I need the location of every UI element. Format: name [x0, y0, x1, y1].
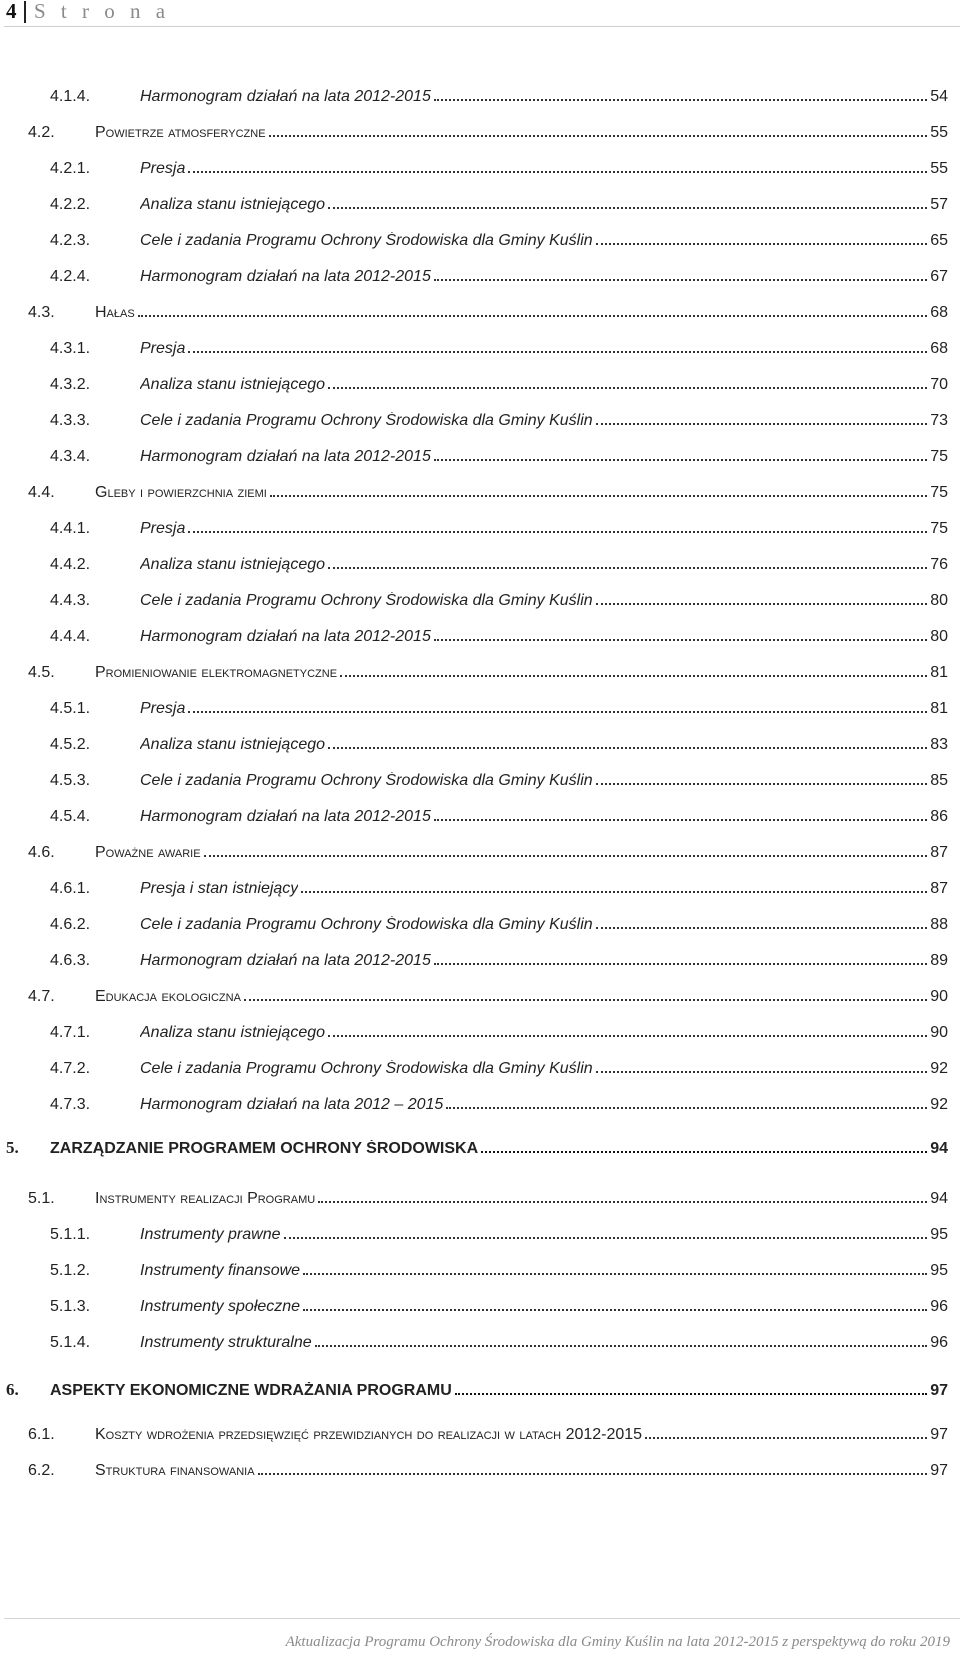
- toc-entry-number: 4.2.1.: [50, 160, 91, 177]
- toc-dot-leader: [446, 1104, 927, 1109]
- toc-entry[interactable]: [50, 942, 948, 970]
- toc-dot-leader: [188, 168, 927, 173]
- toc-entry-title: Cele i zadania Programu Ochrony Środowiska dla Gminy Kuślin: [140, 916, 593, 933]
- toc-entry-page: 80: [930, 628, 948, 645]
- toc-entry-title: Analiza stanu istniejącego: [140, 736, 326, 753]
- toc-entry[interactable]: [50, 510, 948, 538]
- toc-entry-number: 5.1.2.: [50, 1262, 91, 1279]
- toc-entry-page: 86: [930, 808, 948, 825]
- toc-entry[interactable]: [50, 798, 948, 826]
- toc-entry-title: Presja: [140, 160, 186, 177]
- toc-entry-page: 88: [930, 916, 948, 933]
- toc-entry[interactable]: [50, 78, 948, 106]
- toc-entry-page: 92: [930, 1096, 948, 1113]
- toc-entry-title: Koszty wdrożenia przedsięwzięć przewidzianych do realizacji w latach 2012-2015: [95, 1426, 643, 1443]
- toc-dot-leader: [269, 132, 928, 137]
- toc-entry-page: 55: [930, 124, 948, 141]
- toc-entry[interactable]: [28, 114, 948, 142]
- toc-entry-page: 97: [930, 1462, 948, 1479]
- toc-entry-title: Harmonogram działań na lata 2012-2015: [140, 808, 431, 825]
- toc-entry-number: 5.1.: [28, 1190, 55, 1207]
- toc-entry-page: 85: [930, 772, 948, 789]
- toc-entry-number: 4.4.4.: [50, 628, 91, 645]
- toc-entry[interactable]: [28, 1416, 948, 1444]
- toc-entry[interactable]: [50, 438, 948, 466]
- toc-entry-number: 4.7.3.: [50, 1096, 91, 1113]
- toc-entry[interactable]: [50, 222, 948, 250]
- toc-dot-leader: [318, 1198, 927, 1203]
- toc-dot-leader: [596, 240, 928, 245]
- toc-entry-title: Analiza stanu istniejącego: [140, 196, 326, 213]
- toc-dot-leader: [434, 636, 927, 641]
- toc-entry-page: 90: [930, 988, 948, 1005]
- toc-entry-page: 94: [930, 1190, 948, 1207]
- toc-entry-title: Edukacja ekologiczna: [95, 988, 241, 1005]
- toc-entry-page: 80: [930, 592, 948, 609]
- toc-entry-title: Harmonogram działań na lata 2012-2015: [140, 88, 431, 105]
- toc-entry-number: 4.2.3.: [50, 232, 91, 249]
- toc-entry-number: 4.4.1.: [50, 520, 91, 537]
- toc-entry-number: 6.: [6, 1380, 19, 1399]
- toc-entry[interactable]: [50, 330, 948, 358]
- toc-entry-page: 67: [930, 268, 948, 285]
- toc-entry-page: 57: [930, 196, 948, 213]
- toc-entry-number: 4.4.2.: [50, 556, 91, 573]
- toc-entry-number: 4.3.3.: [50, 412, 91, 429]
- toc-dot-leader: [303, 1270, 927, 1275]
- toc-entry-page: 65: [930, 232, 948, 249]
- toc-dot-leader: [188, 348, 927, 353]
- toc-entry-title: Poważne awarie: [95, 844, 201, 861]
- toc-entry-title: Struktura finansowania: [95, 1462, 255, 1479]
- toc-entry[interactable]: [50, 258, 948, 286]
- toc-entry[interactable]: [28, 978, 948, 1006]
- toc-dot-leader: [301, 888, 927, 893]
- toc-entry-page: 89: [930, 952, 948, 969]
- toc-dot-leader: [328, 204, 927, 209]
- toc-entry-page: 95: [930, 1262, 948, 1279]
- toc-entry-title: Harmonogram działań na lata 2012-2015: [140, 952, 431, 969]
- toc-entry-title: Analiza stanu istniejącego: [140, 556, 326, 573]
- page-number: 4: [6, 0, 17, 23]
- toc-entry-number: 4.7.1.: [50, 1024, 91, 1041]
- toc-entry[interactable]: [6, 1372, 948, 1400]
- toc-entry-title: Harmonogram działań na lata 2012-2015: [140, 448, 431, 465]
- toc-entry[interactable]: [50, 906, 948, 934]
- toc-entry[interactable]: [50, 150, 948, 178]
- toc-entry-title: Analiza stanu istniejącego: [140, 376, 326, 393]
- toc-entry-number: 4.3.4.: [50, 448, 91, 465]
- toc-entry-number: 4.6.: [28, 844, 55, 861]
- toc-dot-leader: [244, 996, 927, 1001]
- toc-entry-page: 94: [930, 1140, 948, 1157]
- toc-entry-title: Instrumenty realizacji Programu: [95, 1190, 316, 1207]
- toc-entry[interactable]: [28, 1452, 948, 1480]
- toc-dot-leader: [434, 96, 927, 101]
- toc-entry-title: Instrumenty finansowe: [140, 1262, 301, 1279]
- toc-entry-title: Harmonogram działań na lata 2012-2015: [140, 268, 431, 285]
- toc-entry-title: Instrumenty strukturalne: [140, 1334, 312, 1351]
- toc-dot-leader: [258, 1470, 928, 1475]
- toc-entry-title: Cele i zadania Programu Ochrony Środowiska dla Gminy Kuślin: [140, 1060, 593, 1077]
- toc-entry[interactable]: [6, 1130, 948, 1158]
- toc-entry-title: ASPEKTY EKONOMICZNE WDRAŻANIA PROGRAMU: [50, 1382, 452, 1399]
- toc-dot-leader: [315, 1342, 928, 1347]
- toc-entry-number: 4.3.: [28, 304, 55, 321]
- toc-entry-title: Gleby i powierzchnia ziemi: [95, 484, 267, 501]
- toc-entry[interactable]: [50, 762, 948, 790]
- toc-entry-page: 96: [930, 1298, 948, 1315]
- toc-entry-number: 4.5.4.: [50, 808, 91, 825]
- toc-entry-page: 97: [930, 1426, 948, 1443]
- toc-dot-leader: [284, 1234, 928, 1239]
- toc-entry-title: Presja: [140, 700, 186, 717]
- page-header: [4, 0, 960, 27]
- toc-entry-page: 75: [930, 520, 948, 537]
- toc-entry-title: Analiza stanu istniejącego: [140, 1024, 326, 1041]
- toc-entry-number: 4.6.2.: [50, 916, 91, 933]
- toc-entry-number: 4.5.: [28, 664, 55, 681]
- toc-entry-number: 4.1.4.: [50, 88, 91, 105]
- toc-entry-number: 5.1.1.: [50, 1226, 91, 1243]
- toc-entry[interactable]: [50, 870, 948, 898]
- toc-entry-title: Promieniowanie elektromagnetyczne: [95, 664, 338, 681]
- toc-entry-page: 68: [930, 304, 948, 321]
- toc-entry-page: 55: [930, 160, 948, 177]
- toc-dot-leader: [596, 600, 928, 605]
- toc-entry[interactable]: [28, 834, 948, 862]
- toc-entry-number: 4.3.1.: [50, 340, 91, 357]
- toc-entry[interactable]: [50, 582, 948, 610]
- toc-entry-page: 87: [930, 880, 948, 897]
- toc-entry-title: Cele i zadania Programu Ochrony Środowiska dla Gminy Kuślin: [140, 412, 593, 429]
- toc-entry-title: ZARZĄDZANIE PROGRAMEM OCHRONY ŚRODOWISKA: [50, 1140, 479, 1157]
- toc-entry-page: 83: [930, 736, 948, 753]
- toc-entry[interactable]: [50, 1324, 948, 1352]
- toc-dot-leader: [434, 816, 927, 821]
- toc-entry[interactable]: [50, 186, 948, 214]
- toc-entry[interactable]: [28, 654, 948, 682]
- toc-entry-number: 4.6.1.: [50, 880, 91, 897]
- toc-dot-leader: [340, 672, 927, 677]
- toc-dot-leader: [138, 312, 928, 317]
- toc-entry[interactable]: [50, 1288, 948, 1316]
- page-footer: Aktualizacja Programu Ochrony Środowiska dla Gminy Kuślin na lata 2012-2015 z perspektywą do roku 2019: [285, 1634, 950, 1650]
- toc-entry-title: Harmonogram działań na lata 2012-2015: [140, 628, 431, 645]
- toc-entry-title: Presja i stan istniejący: [140, 880, 299, 897]
- toc-dot-leader: [328, 384, 927, 389]
- toc-entry-page: 68: [930, 340, 948, 357]
- toc-entry-number: 4.7.2.: [50, 1060, 91, 1077]
- toc-entry-number: 4.4.: [28, 484, 55, 501]
- toc-entry-page: 54: [930, 88, 948, 105]
- toc-entry-page: 97: [930, 1382, 948, 1399]
- toc-entry-number: 4.5.3.: [50, 772, 91, 789]
- toc-entry[interactable]: [28, 474, 948, 502]
- toc-dot-leader: [328, 1032, 927, 1037]
- toc-entry[interactable]: [50, 690, 948, 718]
- toc-dot-leader: [303, 1306, 927, 1311]
- toc-entry-number: 4.5.1.: [50, 700, 91, 717]
- toc-entry-title: Powietrze atmosferyczne: [95, 124, 266, 141]
- toc-entry-number: 4.5.2.: [50, 736, 91, 753]
- toc-entry-title: Harmonogram działań na lata 2012 – 2015: [140, 1096, 444, 1113]
- toc-entry-page: 76: [930, 556, 948, 573]
- toc-entry-number: 4.3.2.: [50, 376, 91, 393]
- toc-dot-leader: [328, 564, 927, 569]
- toc-dot-leader: [596, 420, 928, 425]
- toc-entry-page: 95: [930, 1226, 948, 1243]
- toc-entry-title: Cele i zadania Programu Ochrony Środowiska dla Gminy Kuślin: [140, 592, 593, 609]
- toc-entry-number: 5.1.4.: [50, 1334, 91, 1351]
- toc-entry-title: Instrumenty społeczne: [140, 1298, 301, 1315]
- toc-entry-page: 96: [930, 1334, 948, 1351]
- toc-entry[interactable]: [50, 402, 948, 430]
- toc-entry-page: 75: [930, 484, 948, 501]
- page-word: S t r o n a: [34, 0, 171, 23]
- toc-entry-title: Presja: [140, 520, 186, 537]
- toc-entry[interactable]: [50, 546, 948, 574]
- toc-entry-number: 4.4.3.: [50, 592, 91, 609]
- header-separator: [24, 1, 26, 23]
- toc-dot-leader: [188, 528, 927, 533]
- toc-dot-leader: [328, 744, 927, 749]
- toc-entry-title: Instrumenty prawne: [140, 1226, 281, 1243]
- toc-entry-number: 5.1.3.: [50, 1298, 91, 1315]
- toc-entry-number: 6.2.: [28, 1462, 55, 1479]
- toc-entry-number: 4.2.: [28, 124, 55, 141]
- footer-divider: [4, 1618, 960, 1619]
- toc-entry-page: 70: [930, 376, 948, 393]
- toc-dot-leader: [188, 708, 927, 713]
- toc-entry-title: Cele i zadania Programu Ochrony Środowiska dla Gminy Kuślin: [140, 772, 593, 789]
- toc-entry[interactable]: [50, 1050, 948, 1078]
- toc-dot-leader: [434, 276, 927, 281]
- toc-entry-number: 4.2.4.: [50, 268, 91, 285]
- toc-dot-leader: [596, 1068, 928, 1073]
- toc-entry-page: 73: [930, 412, 948, 429]
- toc-dot-leader: [645, 1434, 927, 1439]
- toc-dot-leader: [481, 1148, 927, 1153]
- toc-entry[interactable]: [50, 1252, 948, 1280]
- toc-entry-page: 81: [930, 700, 948, 717]
- toc-entry-page: 81: [930, 664, 948, 681]
- toc-entry-title: Presja: [140, 340, 186, 357]
- toc-entry-number: 4.2.2.: [50, 196, 91, 213]
- toc-entry-page: 92: [930, 1060, 948, 1077]
- toc-entry[interactable]: [50, 366, 948, 394]
- toc-dot-leader: [434, 456, 927, 461]
- toc-entry[interactable]: [50, 618, 948, 646]
- toc-dot-leader: [204, 852, 928, 857]
- toc-entry-title: Cele i zadania Programu Ochrony Środowiska dla Gminy Kuślin: [140, 232, 593, 249]
- toc-entry[interactable]: [50, 1086, 948, 1114]
- toc-entry-page: 75: [930, 448, 948, 465]
- toc-entry[interactable]: [50, 1216, 948, 1244]
- toc-dot-leader: [596, 924, 928, 929]
- toc-entry-page: 87: [930, 844, 948, 861]
- toc-entry-number: 4.6.3.: [50, 952, 91, 969]
- toc-entry-title: Hałas: [95, 304, 135, 321]
- toc-dot-leader: [270, 492, 927, 497]
- toc-entry[interactable]: [28, 1180, 948, 1208]
- toc-entry[interactable]: [50, 726, 948, 754]
- toc-entry-number: 5.: [6, 1138, 19, 1157]
- toc-entry[interactable]: [28, 294, 948, 322]
- toc-dot-leader: [434, 960, 927, 965]
- toc-entry-number: 4.7.: [28, 988, 55, 1005]
- toc-entry[interactable]: [50, 1014, 948, 1042]
- toc-dot-leader: [596, 780, 928, 785]
- toc-entry-page: 90: [930, 1024, 948, 1041]
- toc-dot-leader: [455, 1390, 927, 1395]
- toc-entry-number: 6.1.: [28, 1426, 55, 1443]
